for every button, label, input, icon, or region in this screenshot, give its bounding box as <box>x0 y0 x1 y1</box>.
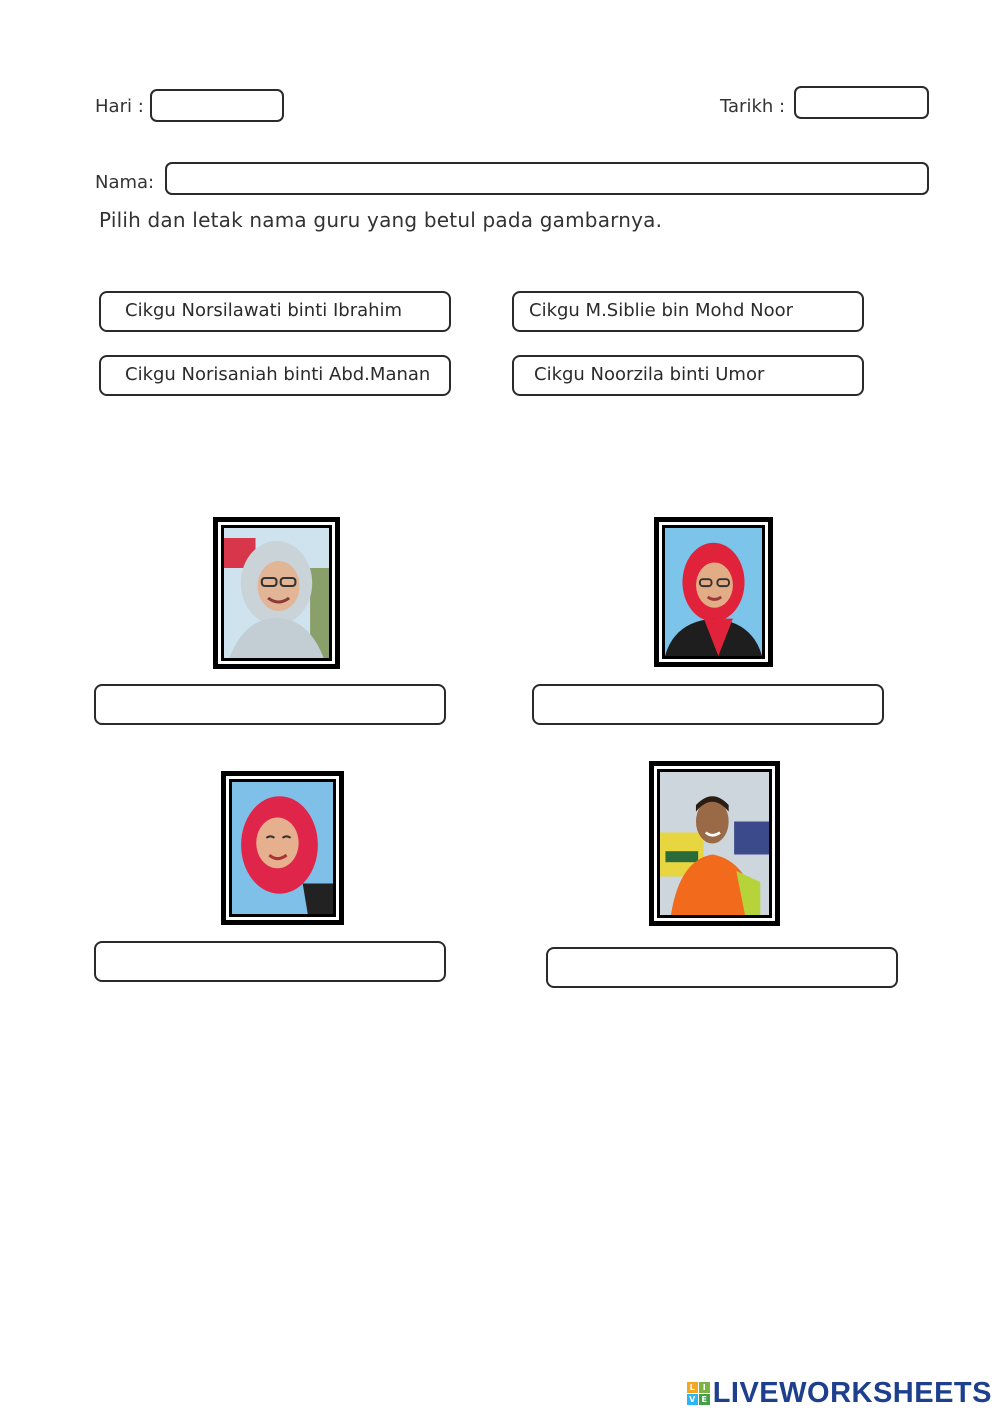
name-input[interactable] <box>165 162 929 195</box>
teacher-photo-3 <box>221 771 344 925</box>
answer-box-1[interactable] <box>94 684 446 725</box>
liveworksheets-logo-icon: L I V E <box>687 1382 710 1405</box>
answer-box-3[interactable] <box>94 941 446 982</box>
photo-man-orange-shirt-image <box>660 772 769 915</box>
liveworksheets-brand <box>687 1376 992 1410</box>
day-input[interactable] <box>150 89 284 122</box>
teacher-photo-1 <box>213 517 340 669</box>
teacher-photo-4 <box>649 761 780 926</box>
day-label: Hari : <box>95 96 144 117</box>
answer-box-2[interactable] <box>532 684 884 725</box>
liveworksheets-wordmark: LIVEWORKSHEETS <box>712 1376 992 1409</box>
name-card-noorzila[interactable]: Cikgu Noorzila binti Umor <box>512 355 864 396</box>
date-input[interactable] <box>794 86 929 119</box>
name-label: Nama: <box>95 172 155 193</box>
photo-pink-hijab-image <box>232 782 333 914</box>
instruction-text: Pilih dan letak nama guru yang betul pada gambarnya. <box>99 208 663 232</box>
teacher-photo-2 <box>654 517 773 667</box>
name-card-norsilawati[interactable]: Cikgu Norsilawati binti Ibrahim <box>99 291 451 332</box>
name-card-siblie[interactable]: Cikgu M.Siblie bin Mohd Noor <box>512 291 864 332</box>
photo-hijab-glasses-image <box>224 528 329 658</box>
photo-red-hijab-image <box>665 528 762 656</box>
date-label: Tarikh : <box>720 96 786 117</box>
answer-box-4[interactable] <box>546 947 898 988</box>
name-card-norisaniah[interactable]: Cikgu Norisaniah binti Abd.Manan <box>99 355 451 396</box>
